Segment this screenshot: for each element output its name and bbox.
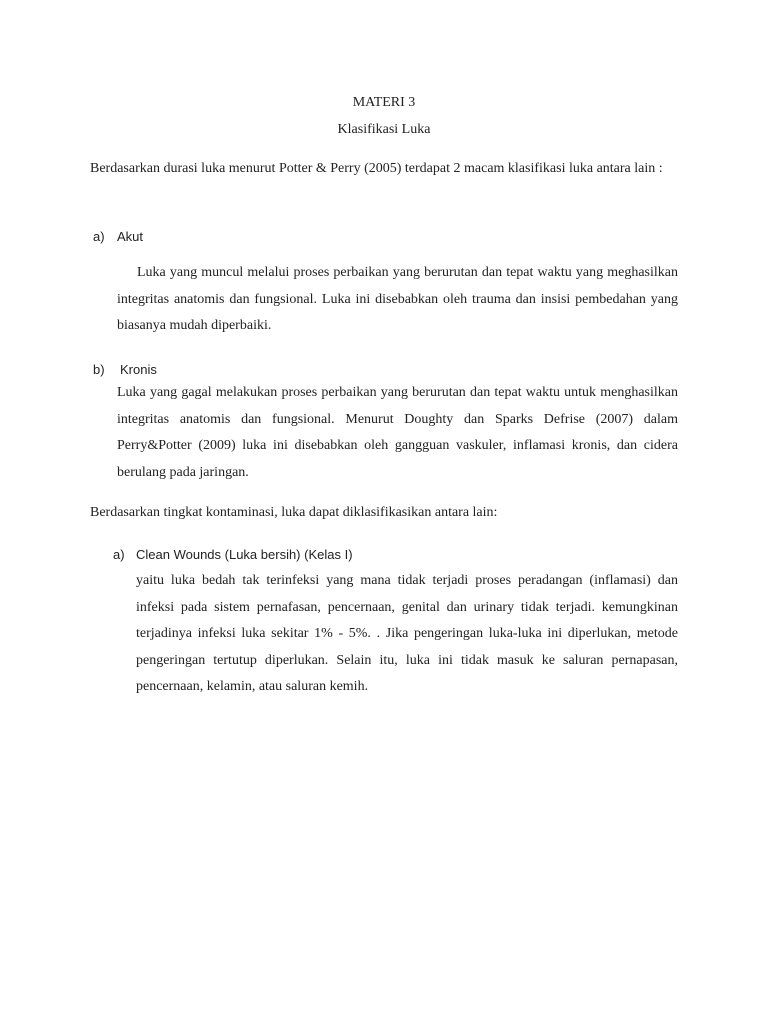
- intro-paragraph: Berdasarkan durasi luka menurut Potter & Perry (2005) terdapat 2 macam klasifikasi luka antara lain :: [90, 161, 663, 176]
- kontaminasi-intro: Berdasarkan tingkat kontaminasi, luka dapat diklasifikasikan antara lain:: [90, 505, 498, 520]
- clean-wounds-paragraph: yaitu luka bedah tak terinfeksi yang mana tidak terjadi proses peradangan (inflamasi) dan infeksi pada sistem pernafasan, pencernaan, genital dan urinary tidak terjadi. kemungkinan terjadinya infeksi luka sekitar 1% - 5%. . Jika pengeringan luka-luka ini diperlukan, metode pengeringan tertutup diperlukan. Selain itu, luka ini tidak masuk ke saluran pernapasan, pencernaan, kelamin, atau saluran kemih.: [136, 573, 678, 694]
- list-marker-kontaminasi-a: a): [113, 547, 125, 562]
- clean-wounds-heading: Clean Wounds (Luka bersih) (Kelas I): [136, 547, 353, 562]
- kronis-paragraph: Luka yang gagal melakukan proses perbaikan yang berurutan dan tepat waktu untuk menghasilkan integritas anatomis dan fungsional. Menurut Doughty dan Sparks Defrise (2007) dalam Perry&Potter (2009) luka ini disebabkan oleh gangguan vaskuler, inflamasi kronis, dan cidera berulang pada jaringan.: [117, 385, 678, 480]
- list-marker-b: b): [93, 362, 105, 377]
- kronis-heading: Kronis: [120, 362, 157, 377]
- document-subtitle: Klasifikasi Luka: [337, 122, 431, 137]
- akut-heading: Akut: [117, 229, 144, 244]
- document-title: MATERI 3: [352, 95, 416, 110]
- akut-paragraph: Luka yang muncul melalui proses perbaikan yang berurutan dan tepat waktu yang meghasilkan integritas anatomis dan fungsional. Luka ini disebabkan oleh trauma dan insisi pembedahan yang biasanya mudah diperbaiki.: [117, 265, 678, 333]
- list-marker-a: a): [93, 229, 105, 244]
